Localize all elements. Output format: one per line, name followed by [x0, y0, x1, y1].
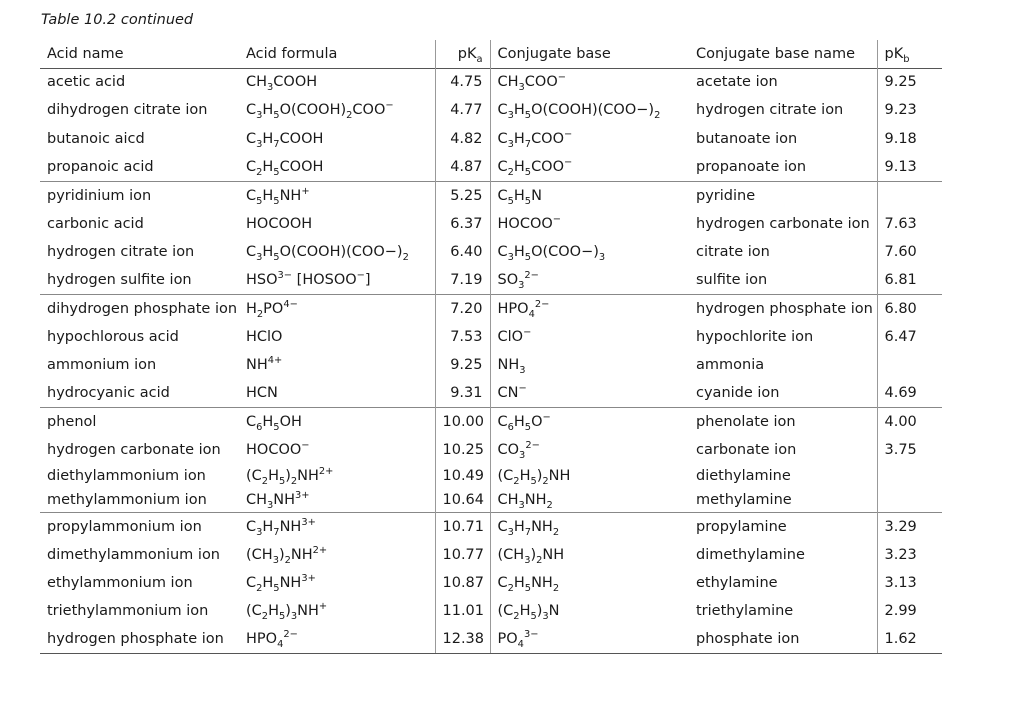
pka-cell: 10.00 [435, 408, 490, 436]
conjugate-base-cell: $HPO_4^{2-}$ [490, 294, 689, 322]
pkb-cell: 6.80 [877, 294, 942, 322]
acid-formula-cell: $NH^{4+}$ [246, 355, 283, 374]
acid-formula-cell: HCN [246, 385, 278, 402]
header-acid-name: Acid name [47, 45, 124, 62]
conjugate-base-cell: $C_3H_7NH_2$ [490, 512, 689, 540]
header-pkb: $pK_b$ [877, 40, 942, 68]
table-row [40, 125, 942, 153]
conjugate-base-name-cell: dimethylamine [696, 546, 805, 563]
pkb-cell: 3.23 [877, 540, 942, 568]
table-caption: Table 10.2 continued [41, 12, 194, 28]
acid-name-cell: dihydrogen phosphate ion [40, 294, 239, 322]
acid-name-cell: diethylammonium ion [47, 468, 206, 485]
acid-formula-cell: $C_2H_5COOH$ [246, 158, 324, 178]
table-row [40, 323, 942, 351]
pkb-cell: 1.62 [877, 625, 942, 653]
header-pka: $pK_a$ [435, 40, 490, 68]
conjugate-base-name-cell: carbonate ion [696, 442, 797, 458]
conjugate-base-name-cell: hydrogen citrate ion [696, 102, 844, 119]
conjugate-base-cell: CN− [497, 383, 527, 402]
pka-cell: 12.38 [435, 625, 490, 653]
acid-formula-cell: $CH_3NH^{3+}$ [246, 490, 310, 511]
acid-name-cell: ethylammonium ion [47, 574, 193, 591]
conjugate-base-cell: $SO_3^{2-}$ [497, 270, 539, 291]
pka-cell: 11.01 [435, 597, 490, 625]
conjugate-base-cell: HOCOO− [497, 213, 562, 232]
acid-formula-cell: $(C_2H_5)_3NH^+$ [246, 601, 328, 623]
pkb-cell: 6.81 [877, 266, 942, 294]
pkb-cell [877, 488, 942, 512]
pkb-cell: 9.25 [877, 68, 942, 96]
acid-name-cell: pyridinium ion [40, 181, 239, 209]
acid-formula-cell: $HSO^{3-}$ [HOSOO−] [246, 270, 371, 288]
conjugate-base-name-cell: methylamine [696, 491, 792, 508]
pka-cell: 5.25 [435, 181, 490, 209]
acid-name-cell: dimethylammonium ion [47, 546, 221, 563]
pka-cell: 10.49 [435, 464, 490, 488]
acid-formula-cell: $(C_2H_5)_2NH^{2+}$ [246, 466, 334, 488]
conjugate-base-cell: $(C_2H_5)_3N$ [497, 603, 560, 623]
acid-formula-cell: HClO [246, 328, 283, 345]
pkb-cell: 9.18 [877, 125, 942, 153]
acid-name-cell: propylammonium ion [40, 512, 239, 540]
pkb-cell: 3.75 [877, 436, 942, 464]
conjugate-base-name-cell: propanoate ion [696, 158, 807, 175]
conjugate-base-cell: $(CH_3)_2NH$ [497, 546, 565, 566]
pka-cell: 4.75 [435, 68, 490, 96]
conjugate-base-name-cell: diethylamine [696, 468, 791, 485]
conjugate-base-name-cell: cyanide ion [696, 385, 780, 402]
conjugate-base-cell: $C_6H_5O^-$ [490, 408, 689, 436]
table-row [40, 408, 942, 436]
table-row [40, 512, 942, 540]
pka-cell: 10.77 [435, 540, 490, 568]
pkb-cell: 7.60 [877, 238, 942, 266]
header-conjugate-base-name: Conjugate base name [696, 45, 856, 62]
table-row [40, 540, 942, 568]
acid-formula-cell: $CH_3COOH$ [246, 74, 318, 94]
conjugate-base-name-cell: hydrogen carbonate ion [696, 215, 870, 232]
conjugate-base-name-cell: sulfite ion [696, 271, 768, 288]
table-row [40, 266, 942, 294]
acid-name-cell: hypochlorous acid [47, 328, 179, 345]
acid-formula-cell: $C_3H_7COOH$ [246, 130, 324, 150]
conjugate-base-cell: $CH_3NH_2$ [497, 491, 553, 511]
pka-cell: 10.25 [435, 436, 490, 464]
table-row [40, 436, 942, 464]
conjugate-base-cell: $C_2H_5COO^-$ [497, 156, 573, 178]
pkb-cell: 4.00 [877, 408, 942, 436]
acid-formula-cell: HOCOOH [246, 215, 313, 232]
pka-cell: 4.77 [435, 96, 490, 124]
acid-base-table [40, 40, 942, 654]
conjugate-base-cell: $(C_2H_5)_2NH$ [497, 468, 571, 488]
conjugate-base-name-cell: phenolate ion [689, 408, 877, 436]
conjugate-base-name-cell: hypochlorite ion [696, 328, 814, 345]
acid-formula-cell: HOCOO− [246, 440, 310, 458]
header-acid-formula: Acid formula [246, 45, 338, 62]
conjugate-base-cell: $C_3H_5O(COOH)(COO-)_2$ [497, 102, 661, 122]
pka-cell: 6.40 [435, 238, 490, 266]
conjugate-base-cell: $PO_4^{3-}$ [490, 625, 689, 653]
header-conjugate-base: Conjugate base [497, 45, 611, 62]
table-row [40, 351, 942, 379]
table-row [40, 68, 942, 96]
acid-formula-cell: $HPO_4^{2-}$ [239, 625, 435, 653]
conjugate-base-name-cell: citrate ion [696, 243, 770, 260]
pkb-cell: 9.23 [877, 96, 942, 124]
pka-cell: 7.53 [435, 323, 490, 351]
pkb-cell: 3.13 [877, 569, 942, 597]
pka-cell: 10.87 [435, 569, 490, 597]
table-row [40, 464, 942, 488]
pkb-cell [877, 181, 942, 209]
acid-name-cell: acetic acid [47, 74, 126, 91]
table-row [40, 294, 942, 322]
conjugate-base-name-cell: propylamine [689, 512, 877, 540]
conjugate-base-cell: $C_3H_7COO^-$ [497, 128, 573, 150]
acid-formula-cell: $C_5H_5NH^+$ [239, 181, 435, 209]
conjugate-base-cell: $CH_3COO^-$ [497, 72, 566, 94]
acid-name-cell: propanoic acid [47, 158, 154, 175]
acid-formula-cell: $C_3H_5O(COOH)_2COO^-$ [246, 100, 394, 122]
pka-cell: 9.31 [435, 379, 490, 407]
table-row [40, 209, 942, 237]
acid-formula-cell: $H_2PO^{4-}$ [239, 294, 435, 322]
conjugate-base-name-cell: ammonia [696, 357, 765, 374]
acid-formula-cell: $C_6H_5OH$ [239, 408, 435, 436]
acid-name-cell: carbonic acid [47, 215, 144, 232]
pka-cell: 6.37 [435, 209, 490, 237]
conjugate-base-name-cell: butanoate ion [696, 130, 798, 147]
pka-cell: 10.71 [435, 512, 490, 540]
conjugate-base-cell: ClO− [497, 326, 532, 345]
conjugate-base-name-cell: hydrogen phosphate ion [689, 294, 877, 322]
conjugate-base-name-cell: ethylamine [696, 574, 778, 591]
pkb-cell: 6.47 [877, 323, 942, 351]
pkb-cell: 4.69 [877, 379, 942, 407]
table-row [40, 238, 942, 266]
acid-name-cell: hydrogen carbonate ion [47, 442, 221, 458]
acid-name-cell: methylammonium ion [47, 491, 207, 508]
acid-name-cell: hydrogen phosphate ion [40, 625, 239, 653]
pkb-cell: 7.63 [877, 209, 942, 237]
pka-cell: 4.82 [435, 125, 490, 153]
acid-formula-cell: $(CH_3)_2NH^{2+}$ [246, 544, 328, 566]
acid-name-cell: hydrogen sulfite ion [47, 271, 192, 288]
table-row [40, 153, 942, 181]
conjugate-base-cell: $CO_3^{2-}$ [497, 440, 540, 461]
conjugate-base-cell: $C_3H_5O(COO-)_3$ [497, 243, 606, 263]
table-row [40, 181, 942, 209]
acid-name-cell: ammonium ion [47, 357, 157, 374]
header-row [40, 40, 942, 68]
conjugate-base-cell: $NH_3$ [497, 357, 526, 376]
conjugate-base-name-cell: acetate ion [696, 74, 778, 91]
pkb-cell: 2.99 [877, 597, 942, 625]
acid-name-cell: phenol [40, 408, 239, 436]
pkb-cell [877, 464, 942, 488]
pkb-cell: 3.29 [877, 512, 942, 540]
conjugate-base-cell: $C_5H_5N$ [490, 181, 689, 209]
table-row [40, 625, 942, 653]
pka-cell: 9.25 [435, 351, 490, 379]
pka-cell: 4.87 [435, 153, 490, 181]
acid-name-cell: dihydrogen citrate ion [47, 102, 208, 119]
pkb-cell [877, 351, 942, 379]
conjugate-base-cell: $C_2H_5NH_2$ [497, 574, 560, 594]
acid-name-cell: butanoic aicd [47, 130, 145, 147]
acid-formula-cell: $C_3H_7NH^{3+}$ [239, 512, 435, 540]
conjugate-base-name-cell: phosphate ion [689, 625, 877, 653]
conjugate-base-name-cell: pyridine [689, 181, 877, 209]
pka-cell: 7.20 [435, 294, 490, 322]
acid-name-cell: hydrogen citrate ion [47, 243, 195, 260]
acid-name-cell: hydrocyanic acid [47, 385, 170, 402]
table-row [40, 379, 942, 407]
acid-name-cell: triethylammonium ion [47, 603, 209, 620]
table-row [40, 597, 942, 625]
conjugate-base-name-cell: triethylamine [696, 603, 794, 620]
table-row [40, 96, 942, 124]
acid-formula-cell: $C_3H_5O(COOH)(COO-)_2$ [246, 243, 409, 263]
pka-cell: 10.64 [435, 488, 490, 512]
table-row [40, 569, 942, 597]
pka-cell: 7.19 [435, 266, 490, 294]
table-row [40, 488, 942, 512]
pkb-cell: 9.13 [877, 153, 942, 181]
acid-formula-cell: $C_2H_5NH^{3+}$ [246, 573, 316, 594]
